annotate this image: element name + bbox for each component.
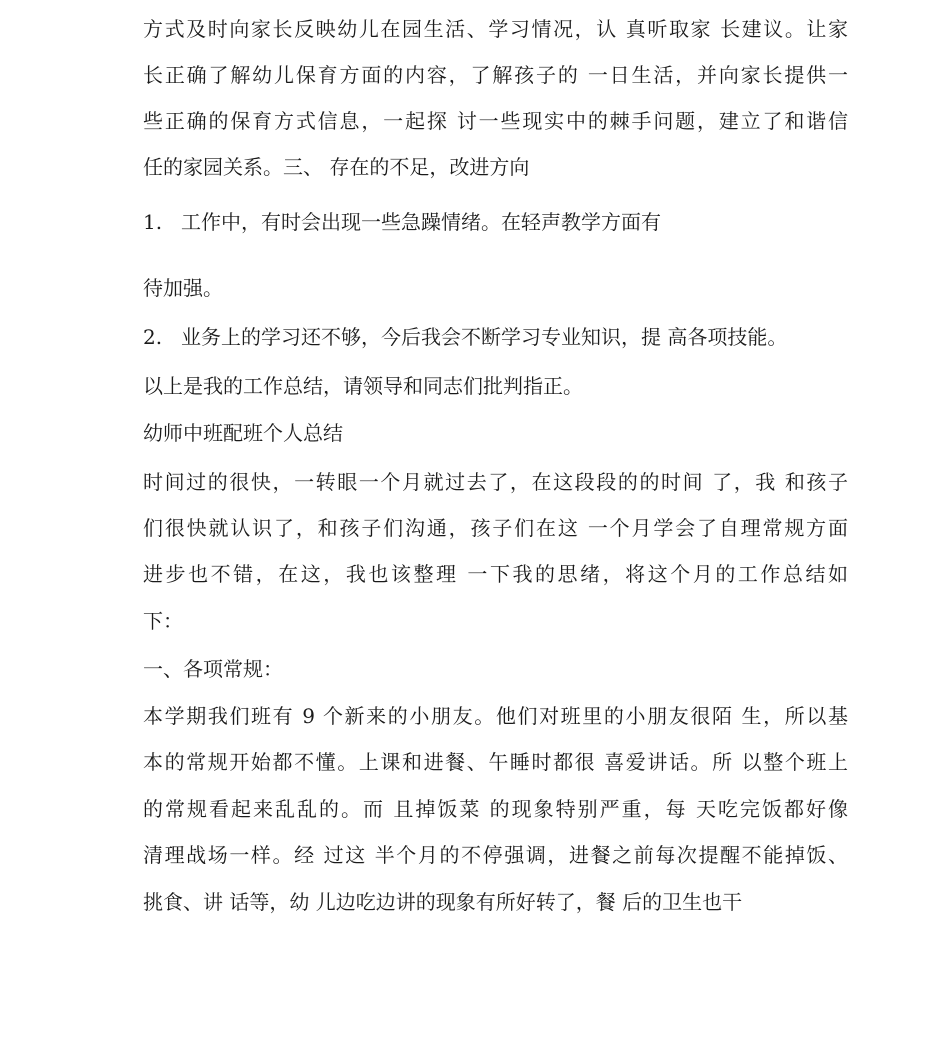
paragraph-line: 挑食、讲 话等，幼 儿边吃边讲的现象有所好转了，餐 后的卫生也干: [143, 890, 743, 914]
list-item-continuation: 待加强。: [143, 276, 223, 300]
paragraph-line: 进步也不错，在这，我也该整理 一下我的思绪，将这个月的工作总结如: [143, 562, 848, 586]
paragraph-line: 本学期我们班有 9 个新来的小朋友。他们对班里的小朋友很陌 生，所以基: [143, 704, 848, 728]
list-item-text: 业务上的学习还不够，今后我会不断学习专业知识，提 高各项技能。: [181, 325, 788, 349]
paragraph-line: 长正确了解幼儿保育方面的内容，了解孩子的 一日生活，并向家长提供一: [143, 63, 848, 87]
paragraph-line: 们很快就认识了，和孩子们沟通，孩子们在这 一个月学会了自理常规方面: [143, 516, 848, 540]
list-item-1: [143, 210, 848, 234]
closing-line: 以上是我的工作总结，请领导和同志们批判指正。: [143, 374, 583, 398]
list-number: 2.: [143, 325, 163, 349]
list-number: 1.: [143, 210, 163, 234]
list-item-2: [143, 325, 848, 349]
paragraph-line: 任的家园关系。三、 存在的不足，改进方向: [143, 155, 530, 179]
paragraph-line: 些正确的保育方式信息，一起探 讨一些现实中的棘手问题，建立了和谐信: [143, 109, 848, 133]
paragraph-line: 本的常规开始都不懂。上课和进餐、午睡时都很 喜爱讲话。所 以整个班上: [143, 750, 848, 774]
paragraph-line: 的常规看起来乱乱的。而 且掉饭菜 的现象特别严重，每 天吃完饭都好像: [143, 797, 848, 821]
paragraph-line: 方式及时向家长反映幼儿在园生活、学习情况，认 真听取家 长建议。让家: [143, 17, 848, 41]
section-heading: 一、各项常规：: [143, 657, 283, 681]
section-title: 幼师中班配班个人总结: [143, 421, 343, 445]
list-item-text: 工作中，有时会出现一些急躁情绪。在轻声教学方面有: [181, 210, 661, 234]
paragraph-line: 时间过的很快，一转眼一个月就过去了，在这段段的的时间 了，我 和孩子: [143, 470, 848, 494]
paragraph-line: 清理战场一样。经 过这 半个月的不停强调，进餐之前每次提醒不能掉饭、: [143, 843, 848, 867]
paragraph-line: 下：: [143, 609, 183, 633]
